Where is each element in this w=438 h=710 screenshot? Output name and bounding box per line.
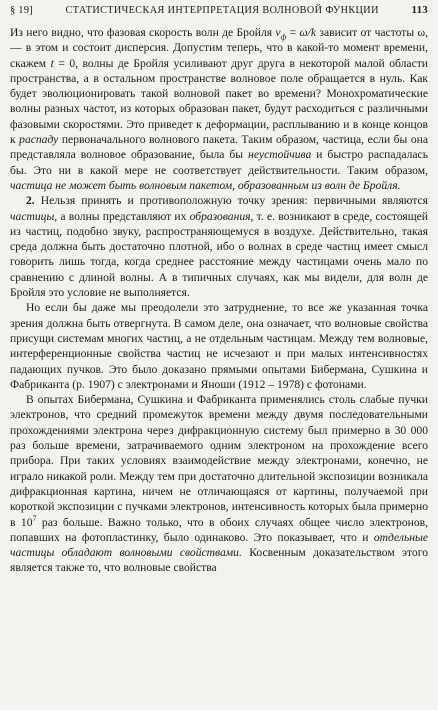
emphasis-text: v: [275, 26, 281, 39]
text-run: и быстро распадалась бы. Это ни в какой мере не соответствует действительности. Таким образом,: [10, 148, 428, 177]
paragraph: [10, 392, 428, 576]
paragraph: [10, 25, 428, 193]
text-run: первоначального волнового пакета. Таким образом, частица, если бы она представляла волновое образование, была бы: [10, 133, 428, 162]
emphasis-text: ф: [280, 32, 287, 42]
text-run: зависит от частоты ω, — в этом и состоит дисперсия. Допустим теперь, что в какой-то момент времени, скажем: [10, 26, 428, 70]
text-run: , т. е. возникают в среде, состоящей из частиц, подобно звуку, распространяющемуся в воздухе. Действительно, такая среда должна быть достаточно плотной, ибо о волнах в среде частиц имеет смысл говорить лишь тогда, когда среднее расстояние между частицами очень мало по сравнению с длиной волны. А в типичных случаях, как мы видели, для волн де Бройля это условие не выполняется.: [10, 209, 429, 300]
section-number: § 19]: [10, 5, 33, 16]
body-text: [10, 25, 428, 576]
emphasis-text: образования: [189, 209, 251, 223]
paragraph: [10, 193, 428, 300]
running-header: [10, 4, 428, 20]
emphasis-text: частицы: [10, 209, 55, 223]
text-run: Но если бы даже мы преодолели это затруднение, то все же указанная точка зрения должна быть отвергнута. В самом деле, она означает, что волновые свойства присущи системам многих частиц, а не отдельным частицам. Между тем волновые, интерференционные свойства частиц не исчезают и при малых интенсивностях падающих пучков. Это было доказано прямыми опытами Бибермана, Сушкина и Фабриканта (р. 1907) с электронами и Яноши (1912 – 1978) с фотонами.: [10, 301, 428, 391]
text-run: , а волны представляют их: [54, 209, 190, 223]
emphasis-text: отдельные частицы обладают волновыми свойствами.: [10, 530, 428, 560]
emphasis-text: неустойчива: [248, 148, 312, 162]
text-run: раз больше. Важно только, что в обоих случаях общее число электронов, попавших на фотопластинку, было одинаково. Это показывает, что и: [10, 515, 428, 544]
superscript: 7: [32, 513, 37, 523]
emphasis-text: t: [50, 56, 54, 70]
text-run: 2.: [26, 194, 35, 208]
page-number: 113: [411, 4, 428, 16]
emphasis-text: частица не может быть волновым пакетом, образованным из волн де Бройля.: [10, 178, 401, 192]
paragraph: [10, 300, 428, 392]
emphasis-text: распаду: [19, 133, 59, 147]
text-run: В опытах Бибермана, Сушкина и Фабриканта применялись столь слабые пучки электронов, что средний промежуток времени между двумя последовательными прохождениями электрона через дифракционную систему был примерно в 30 000 раз больше времени, затрачиваемого одним электроном на прохождение всего прибора. При таких условиях взаимодействие между электронами, конечно, не играло никакой роли. Между тем при достаточно длительной экспозиции возникала дифракционная картина, ничем не отличающаяся от картины, получаемой при короткой экспозиции с пучками электронов, интенсивность которых была примерно в 10: [10, 393, 428, 529]
text-run: Косвенным доказательством этого является также то, что волновые свойства: [10, 546, 428, 575]
running-title: СТАТИСТИЧЕСКАЯ ИНТЕРПРЕТАЦИЯ ВОЛНОВОЙ ФУНКЦИИ: [65, 5, 379, 16]
text-run: =: [286, 26, 300, 39]
text-run: Из него видно, что фазовая скорость волн де Бройля: [10, 26, 276, 39]
emphasis-text: ω/k: [299, 26, 317, 39]
text-run: Нельзя принять и противоположную точку зрения: первичными являются: [34, 194, 428, 208]
text-run: = 0, волны де Бройля усиливают друг друга в некоторой малой области пространства, а в остальном пространстве волновое поле обращается в нуль. Как будет эволюционировать такой волновой пакет во времени? Монохроматические волны разных частот, из которых образован пакет, будут расходиться с различными фазовыми скоростями. Это приведет к деформации, расплыванию и в конце концов к: [10, 56, 428, 147]
